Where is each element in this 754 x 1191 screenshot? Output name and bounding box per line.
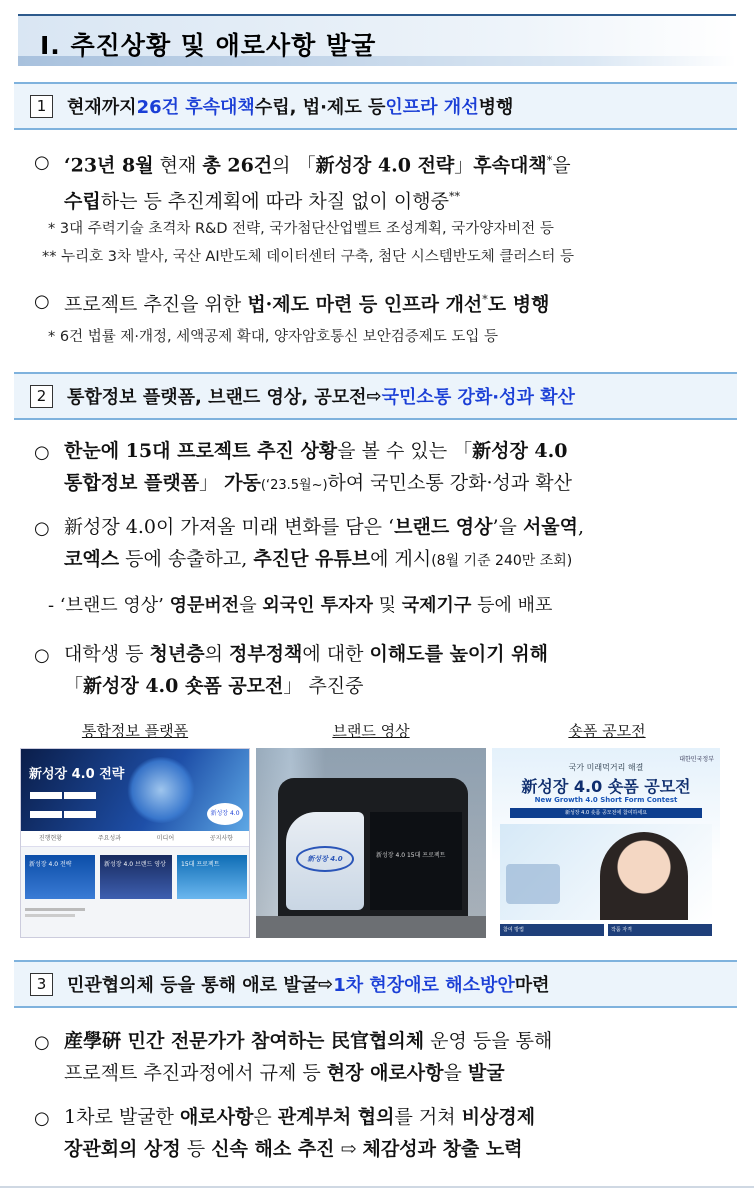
section-3-text-2: 마련 (514, 975, 550, 996)
platform-text-lines (25, 905, 247, 933)
poster-footer-item: 참여 방법 (500, 924, 604, 936)
platform-menu (29, 785, 101, 821)
t: 하여 국민소통 강화·성과 확산 (327, 472, 572, 494)
t: (8월 기준 240만 조회) (431, 553, 573, 569)
s3-para-2-text (64, 1101, 738, 1165)
platform-figure (126, 757, 196, 823)
t: 비상경제 (461, 1106, 536, 1128)
t: , (578, 516, 585, 538)
section-1-number: 1 (30, 95, 53, 118)
t: 가동 (224, 472, 261, 494)
t: 장관회의 상정 (64, 1138, 181, 1160)
t: * (482, 293, 488, 306)
t: 의 (204, 643, 229, 665)
bullet-icon: ○ (34, 1032, 50, 1053)
t: 이해도를 높이기 위해 (369, 643, 548, 665)
t: - ‘브랜드 영상’ (48, 595, 170, 616)
caption-platform: 통합정보 플랫폼 (81, 722, 189, 740)
poster-person (600, 832, 688, 920)
t: 대학생 등 (64, 643, 150, 665)
s2-para-2-text (64, 511, 738, 577)
t: 애로사항 (179, 1106, 254, 1128)
platform-card: 新성장 4.0 전략 (25, 855, 95, 899)
section-2-highlight: 국민소통 강화·성과 확산 (381, 387, 575, 408)
bullet-icon: ○ (34, 518, 50, 539)
s1-note-1: * 3대 주력기술 초격차 R&D 전략, 국가첨단산업벨트 조성계획, 국가양자비전 등 (48, 221, 554, 237)
t: 서울역 (522, 516, 578, 538)
t: 관계부처 협의 (277, 1106, 395, 1128)
bullet-icon: ○ (34, 645, 50, 666)
arrow-icon: ⇨ (334, 1138, 363, 1160)
t: 을 (239, 595, 263, 616)
t: 후속대책 (473, 154, 547, 177)
t: 을 (443, 1062, 468, 1084)
platform-screenshot (20, 748, 250, 938)
t: 청년층 (149, 643, 205, 665)
title-bar (18, 14, 736, 66)
t: 통합정보 플랫폼 (64, 472, 200, 494)
t: 에 대한 (302, 643, 370, 665)
poster-device (506, 864, 560, 904)
section-1-highlight-1: 26건 후속대책 (136, 97, 255, 118)
t: 를 거쳐 (394, 1106, 462, 1128)
t: 현재 (153, 154, 203, 177)
poster-footer (500, 924, 712, 936)
poster-footer-item: 작품 자격 (608, 924, 712, 936)
t: 정부정책 (228, 643, 303, 665)
page-title: Ⅰ. 추진상황 및 애로사항 발굴 (40, 31, 377, 60)
platform-nav-item: 주요성과 (97, 835, 121, 842)
brand-video-photo (256, 748, 486, 938)
poster-subtitle: New Growth 4.0 Short Form Contest (534, 796, 678, 804)
s3-para-1-text (64, 1025, 738, 1089)
t: 」 (454, 154, 474, 177)
section-2-number: 2 (30, 385, 53, 408)
shortform-poster (492, 748, 720, 938)
bullet-icon: ○ (34, 152, 50, 173)
platform-banner (21, 749, 250, 831)
t: 」 추진중 (283, 675, 364, 697)
s1-note-3: * 6건 법률 제·개정, 세액공제 확대, 양자암호통신 보안검증제도 도입 등 (48, 329, 498, 345)
section-3-number: 3 (30, 973, 53, 996)
platform-nav-item: 진행현황 (38, 835, 63, 842)
section-1-text: 현재까지 (67, 97, 137, 118)
t: 은 (253, 1106, 278, 1128)
t: 및 (372, 595, 402, 616)
t: 에 게시 (370, 548, 432, 570)
t: 체감성과 창출 노력 (362, 1138, 523, 1160)
s1-para-1-text (64, 145, 738, 218)
platform-nav-item: 미디어 (156, 835, 175, 842)
t: ’을 (492, 516, 523, 538)
arrow-icon: ⇨ (366, 385, 382, 407)
caption-shortform: 숏폼 공모전 (568, 722, 646, 740)
t: 新성장 4.0이 가져올 미래 변화를 담은 ‘ (64, 516, 395, 538)
t: 新성장 4.0 전략 (315, 154, 455, 177)
section-3-header (14, 960, 737, 1008)
t: 한눈에 15대 프로젝트 추진 상황 (64, 440, 338, 462)
s2-para-1-text (64, 435, 738, 502)
platform-nav (21, 831, 250, 847)
t: 외국인 투자자 (262, 595, 373, 616)
platform-card: 新성장 4.0 브랜드 영상 (100, 855, 172, 899)
bullet-icon: ○ (34, 442, 50, 463)
caption-brand-video: 브랜드 영상 (332, 722, 410, 740)
poster-photo (500, 824, 712, 920)
t: 국제기구 (401, 595, 472, 616)
t: 브랜드 영상 (394, 516, 493, 538)
t: * (546, 154, 553, 167)
screen-right (370, 812, 462, 910)
t: 등 (180, 1138, 212, 1160)
t: 등에 배포 (471, 595, 553, 616)
platform-nav-item: 공지사항 (209, 835, 234, 842)
platform-banner-title: 新성장 4.0 전략 (29, 767, 125, 782)
t: 코엑스 (64, 548, 120, 570)
t: 新성장 4.0 숏폼 공모전 (83, 675, 284, 697)
poster-banner: 新성장 4.0 숏폼 공모전에 참여하세요 (510, 808, 702, 818)
section-1-highlight-2: 인프라 개선 (385, 97, 479, 118)
t: 도 병행 (487, 293, 550, 316)
section-3-highlight: 1차 현장애로 해소방안 (333, 975, 515, 996)
bullet-icon: ○ (34, 1108, 50, 1129)
poster-kicker: 국가 미래먹거리 해결 (568, 763, 644, 772)
t: 수립 (64, 190, 101, 213)
building (278, 778, 468, 938)
t: 프로젝트 추진을 위한 (64, 293, 248, 316)
poster-ministry: 대한민국정부 (679, 756, 714, 763)
section-1-header (14, 82, 737, 130)
t: 하는 등 추진계획에 따라 차질 없이 이행중 (100, 190, 449, 213)
section-2-header (14, 372, 737, 420)
t: 프로젝트 추진과정에서 규제 등 (64, 1062, 327, 1084)
t: 추진단 유튜브 (253, 548, 371, 570)
t: 을 볼 수 있는 「 (337, 440, 473, 462)
t: ** (448, 190, 460, 204)
t: 産學硏 민간 전문가가 참여하는 民官협의체 (64, 1030, 425, 1052)
t: 운영 등을 통해 (424, 1030, 553, 1052)
s1-note-2: ** 누리호 3차 발사, 국산 AI반도체 데이터센터 구축, 첨단 시스템반도체 클러스터 등 (42, 249, 575, 265)
t: 「 (64, 675, 84, 697)
s2-para-3-text (64, 638, 738, 702)
s1-para-2-text (64, 284, 738, 320)
platform-logo: 新성장 4.0 (207, 803, 243, 825)
t: ‘23년 8월 (64, 154, 154, 177)
section-1-text-3: 병행 (478, 97, 514, 118)
t: 신속 해소 추진 (211, 1138, 335, 1160)
section-2-text: 통합정보 플랫폼, 브랜드 영상, 공모전 (67, 387, 367, 408)
t: 을 (552, 154, 571, 177)
t: 법·제도 마련 등 인프라 개선 (247, 293, 483, 316)
t: 新성장 4.0 (472, 440, 568, 462)
bullet-icon: ○ (34, 291, 50, 312)
t: 영문버전 (169, 595, 240, 616)
t: 등에 송출하고, (119, 548, 254, 570)
t: 」 (199, 472, 225, 494)
brand-logo: 新성장 4.0 (296, 846, 354, 872)
section-3-text: 민관협의체 등을 통해 애로 발굴 (67, 975, 319, 996)
platform-card: 15대 프로젝트 (177, 855, 247, 899)
screen-text: 新성장 4.0 15대 프로젝트 (376, 852, 446, 859)
t: 발굴 (467, 1062, 505, 1084)
t: 총 26건 (202, 154, 273, 177)
t: 1차로 발굴한 (64, 1106, 180, 1128)
bottom-rule (0, 1186, 754, 1188)
poster-title: 新성장 4.0 숏폼 공모전 (521, 777, 691, 796)
arrow-icon: ⇨ (318, 973, 334, 995)
t: 의 「 (272, 154, 316, 177)
street (256, 916, 486, 938)
t: (‘23.5월~) (260, 478, 328, 493)
s2-dash-item (48, 590, 552, 622)
section-1-text-2: 수립, 법·제도 등 (254, 97, 386, 118)
t: 현장 애로사항 (326, 1062, 444, 1084)
screen-left (286, 812, 364, 910)
